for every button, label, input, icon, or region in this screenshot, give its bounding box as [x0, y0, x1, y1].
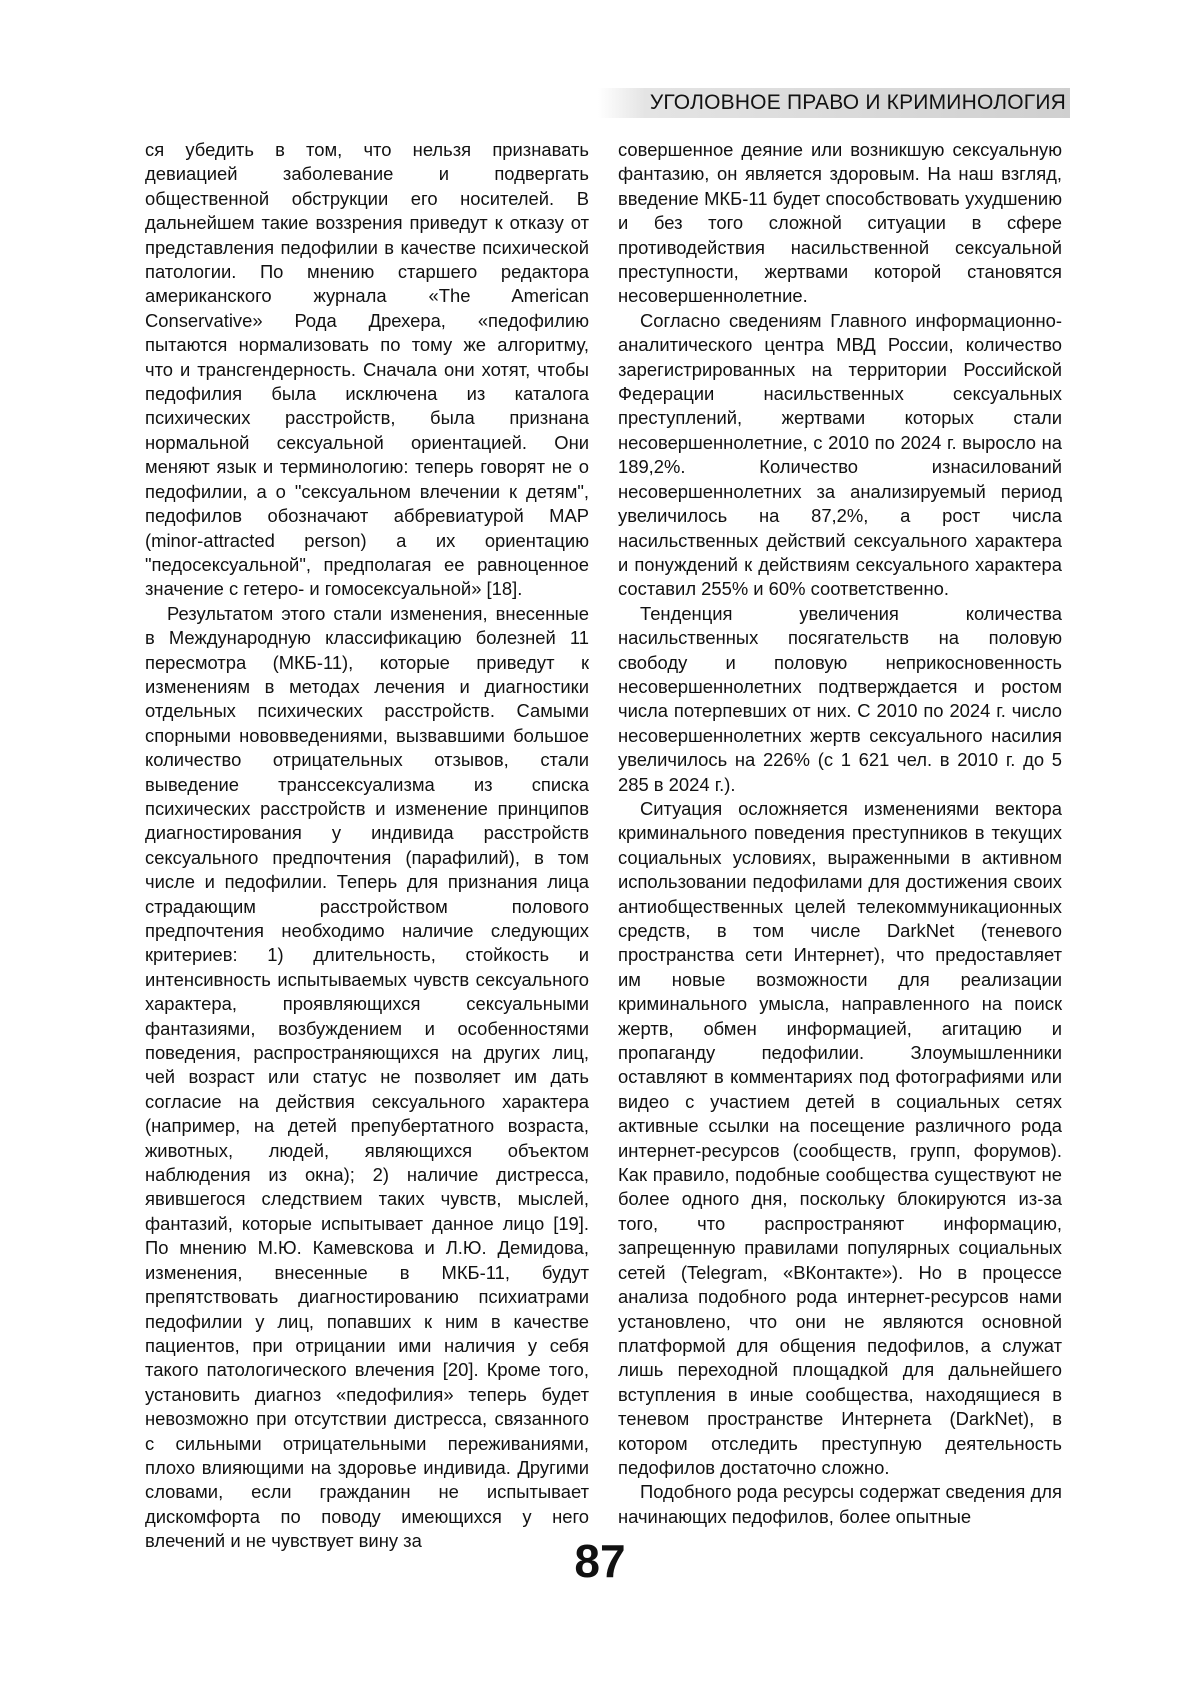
paragraph: ся убедить в том, что нельзя признавать девиацией заболевание и подвергать общественной обструкции его носителей. В дальнейшем такие воззрения приведут к отказу от представления педофилии в качестве психической патологии. По мнению старшего редактора американского журнала «The American Conservative» Рода Дрехера, «педофилию пытаются нормализовать по тому же алгоритму, что и трансгендерность. Сначала они хотят, чтобы педофилия была исключена из каталога психических расстройств, была признана нормальной сексуальной ориентацией. Они меняют язык и терминологию: теперь говорят не о педофилии, а о "сексуальном влечении к детям", педофилов обозначают аббревиатурой MAP (minor-attracted person) а их ориентацию "педосексуальной", предполагая ее равноценное значение с гетеро- и гомосексуальной» [18]. [145, 139, 589, 600]
paragraph: Результатом этого стали изменения, внесенные в Международную классификацию болезней 11 пересмотра (МКБ-11), которые приведут к изменениям в методах лечения и диагностики отдельных психических расстройств. Самыми спорными нововведениями, вызвавшими большое количество отрицательных отзывов, стали выведение транссексуализма из списка психических расстройств и изменение принципов диагностирования у индивида расстройств сексуального предпочтения (парафилий), в том числе и педофилии. Теперь для признания лица страдающим расстройством полового предпочтения необходимо наличие следующих критериев: 1) длительность, стойкость и интенсивность испытываемых чувств сексуального характера, проявляющихся сексуальными фантазиями, возбуждением и особенностями поведения, распространяющихся на других лиц, чей возраст или статус не позволяет им дать согласие на действия сексуального характера (например, на детей препубертатного возраста, животных, людей, являющихся объектом наблюдения из окна); 2) наличие дистресса, явившегося следствием таких чувств, мыслей, фантазий, которые испытывает данное лицо [19]. По мнению М.Ю. Камевскова и Л.Ю. Демидова, изменения, внесенные в МКБ-11, будут препятствовать диагностированию психиатрами педофилии у лиц, попавших к ним в качестве пациентов, при отрицании ими наличия у себя такого патологического влечения [20]. Кроме того, установить диагноз «педофилия» теперь будет невозможно при отсутствии дистресса, связанного с сильными отрицательными переживаниями, плохо влияющими на здоровье индивида. Другими словами, если гражданин не испытывает дискомфорта по поводу имеющихся у него влечений и не чувствует вину за [145, 602, 589, 1552]
running-header [598, 88, 1070, 118]
paragraph: Подобного рода ресурсы содержат сведения для начинающих педофилов, более опытные [618, 1481, 1062, 1527]
page-number: 87 [574, 1535, 626, 1587]
paragraph: Ситуация осложняется изменениями вектора криминального поведения преступников в текущих социальных условиях, выраженными в активном использовании педофилами для достижения своих антиобщественных целей телекоммуникационных средств, в том числе DarkNet (теневого пространства сети Интернет), что предоставляет им новые возможности для реализации криминального умысла, направленного на поиск жертв, обмен информацией, агитацию и пропаганду педофилии. Злоумышленники оставляют в комментариях под фотографиями или видео с участием детей в социальных сетях активные ссылки на посещение различного рода интернет-ресурсов (сообществ, групп, форумов). Как правило, подобные сообщества существуют не более одного дня, поскольку блокируются из-за того, что распространяют информацию, запрещенную правилами популярных социальных сетей (Telegram, «ВКонтакте»). Но в процессе анализа подобного рода интернет-ресурсов нами установлено, что они не являются основной платформой для общения педофилов, а служат лишь переходной площадкой для дальнейшего вступления в иные сообщества, находящиеся в теневом пространстве Интернета (DarkNet), в котором отследить преступную деятельность педофилов достаточно сложно. [618, 797, 1062, 1478]
paragraph: Согласно сведениям Главного информационно-аналитического центра МВД России, количество зарегистрированных на территории Российской Федерации насильственных сексуальных преступлений, жертвами которых стали несовершеннолетние, с 2010 по 2024 г. выросло на 189,2%. Количество изнасилований несовершеннолетних за анализируемый период увеличилось на 87,2%, а рост числа насильственных действий сексуального характера и понуждений к действиям сексуального характера составил 255% и 60% соответственно. [618, 309, 1062, 600]
paragraph: совершенное деяние или возникшую сексуальную фантазию, он является здоровым. На наш взгляд, введение МКБ-11 будет способствовать ухудшению и без того сложной ситуации в сфере противодействия насильственной сексуальной преступности, жертвами которой становятся несовершеннолетние. [618, 139, 1062, 307]
left-column [145, 138, 589, 1554]
section-title: УГОЛОВНОЕ ПРАВО И КРИМИНОЛОГИЯ [649, 91, 1066, 114]
right-column [618, 138, 1062, 1529]
paragraph: Тенденция увеличения количества насильственных посягательств на половую свободу и половую неприкосновенность несовершеннолетних подтверждается и ростом числа потерпевших от них. С 2010 по 2024 г. число несовершеннолетних жертв сексуального насилия увеличилось на 226% (с 1 621 чел. в 2010 г. до 5 285 в 2024 г.). [618, 602, 1062, 795]
